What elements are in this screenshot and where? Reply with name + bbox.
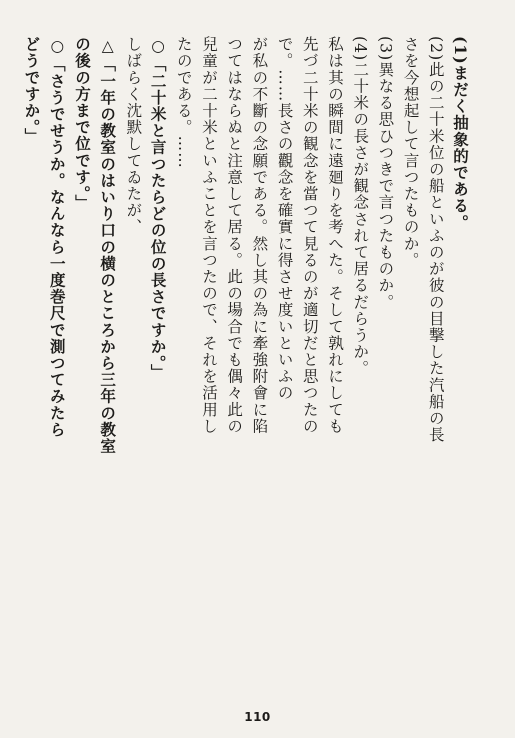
text-line: (3)異なる思ひつきで言つたものか。 (376, 36, 395, 311)
text-line: (4)二十米の長さが観念されて居るだらうか。 (351, 36, 370, 377)
page-number: 110 (244, 710, 271, 724)
text-line: 先づ二十米の観念を當つて見るのが適切だと思つたの (300, 36, 319, 435)
text-line: △「一年の教室のはいり口の横のところから三年の教室 (98, 36, 118, 455)
text-line: しばらく沈默してゐたが、 (124, 36, 143, 236)
text-line: (2)此の二十米位の船といふのが彼の目撃した汽船の長 (426, 36, 445, 444)
text-line: で。……長さの觀念を確實に得させ度いといふの (275, 36, 294, 402)
text-line (0, 36, 19, 686)
text-line: たのである。…… (174, 36, 193, 169)
text-line: が私の不斷の念願である。然し其の為に牽強附會に陷 (250, 36, 269, 435)
text-line: の後の方まで位です。」 (72, 36, 92, 211)
text-line: さを今想起して言つたものか。 (401, 36, 420, 269)
text-line: つてはならぬと注意して居る。此の場合でも偶々此の (225, 36, 244, 435)
vertical-text-block (22, 36, 473, 686)
text-line: ○「二十米と言つたらどの位の長さですか。」 (148, 36, 168, 381)
text-line: どうですか。」 (22, 36, 42, 145)
text-line: 私は其の瞬間に遠廻りを考へた。そして孰れにしても (325, 36, 344, 435)
text-line: ○「さうでせうか。なんなら一度巻尺で測つてみたら (47, 36, 67, 438)
text-line: (1)まだく抽象的である。 (451, 36, 470, 231)
text-line: 兒童が二十米といふことを言つたので、それを活用し (199, 36, 218, 435)
